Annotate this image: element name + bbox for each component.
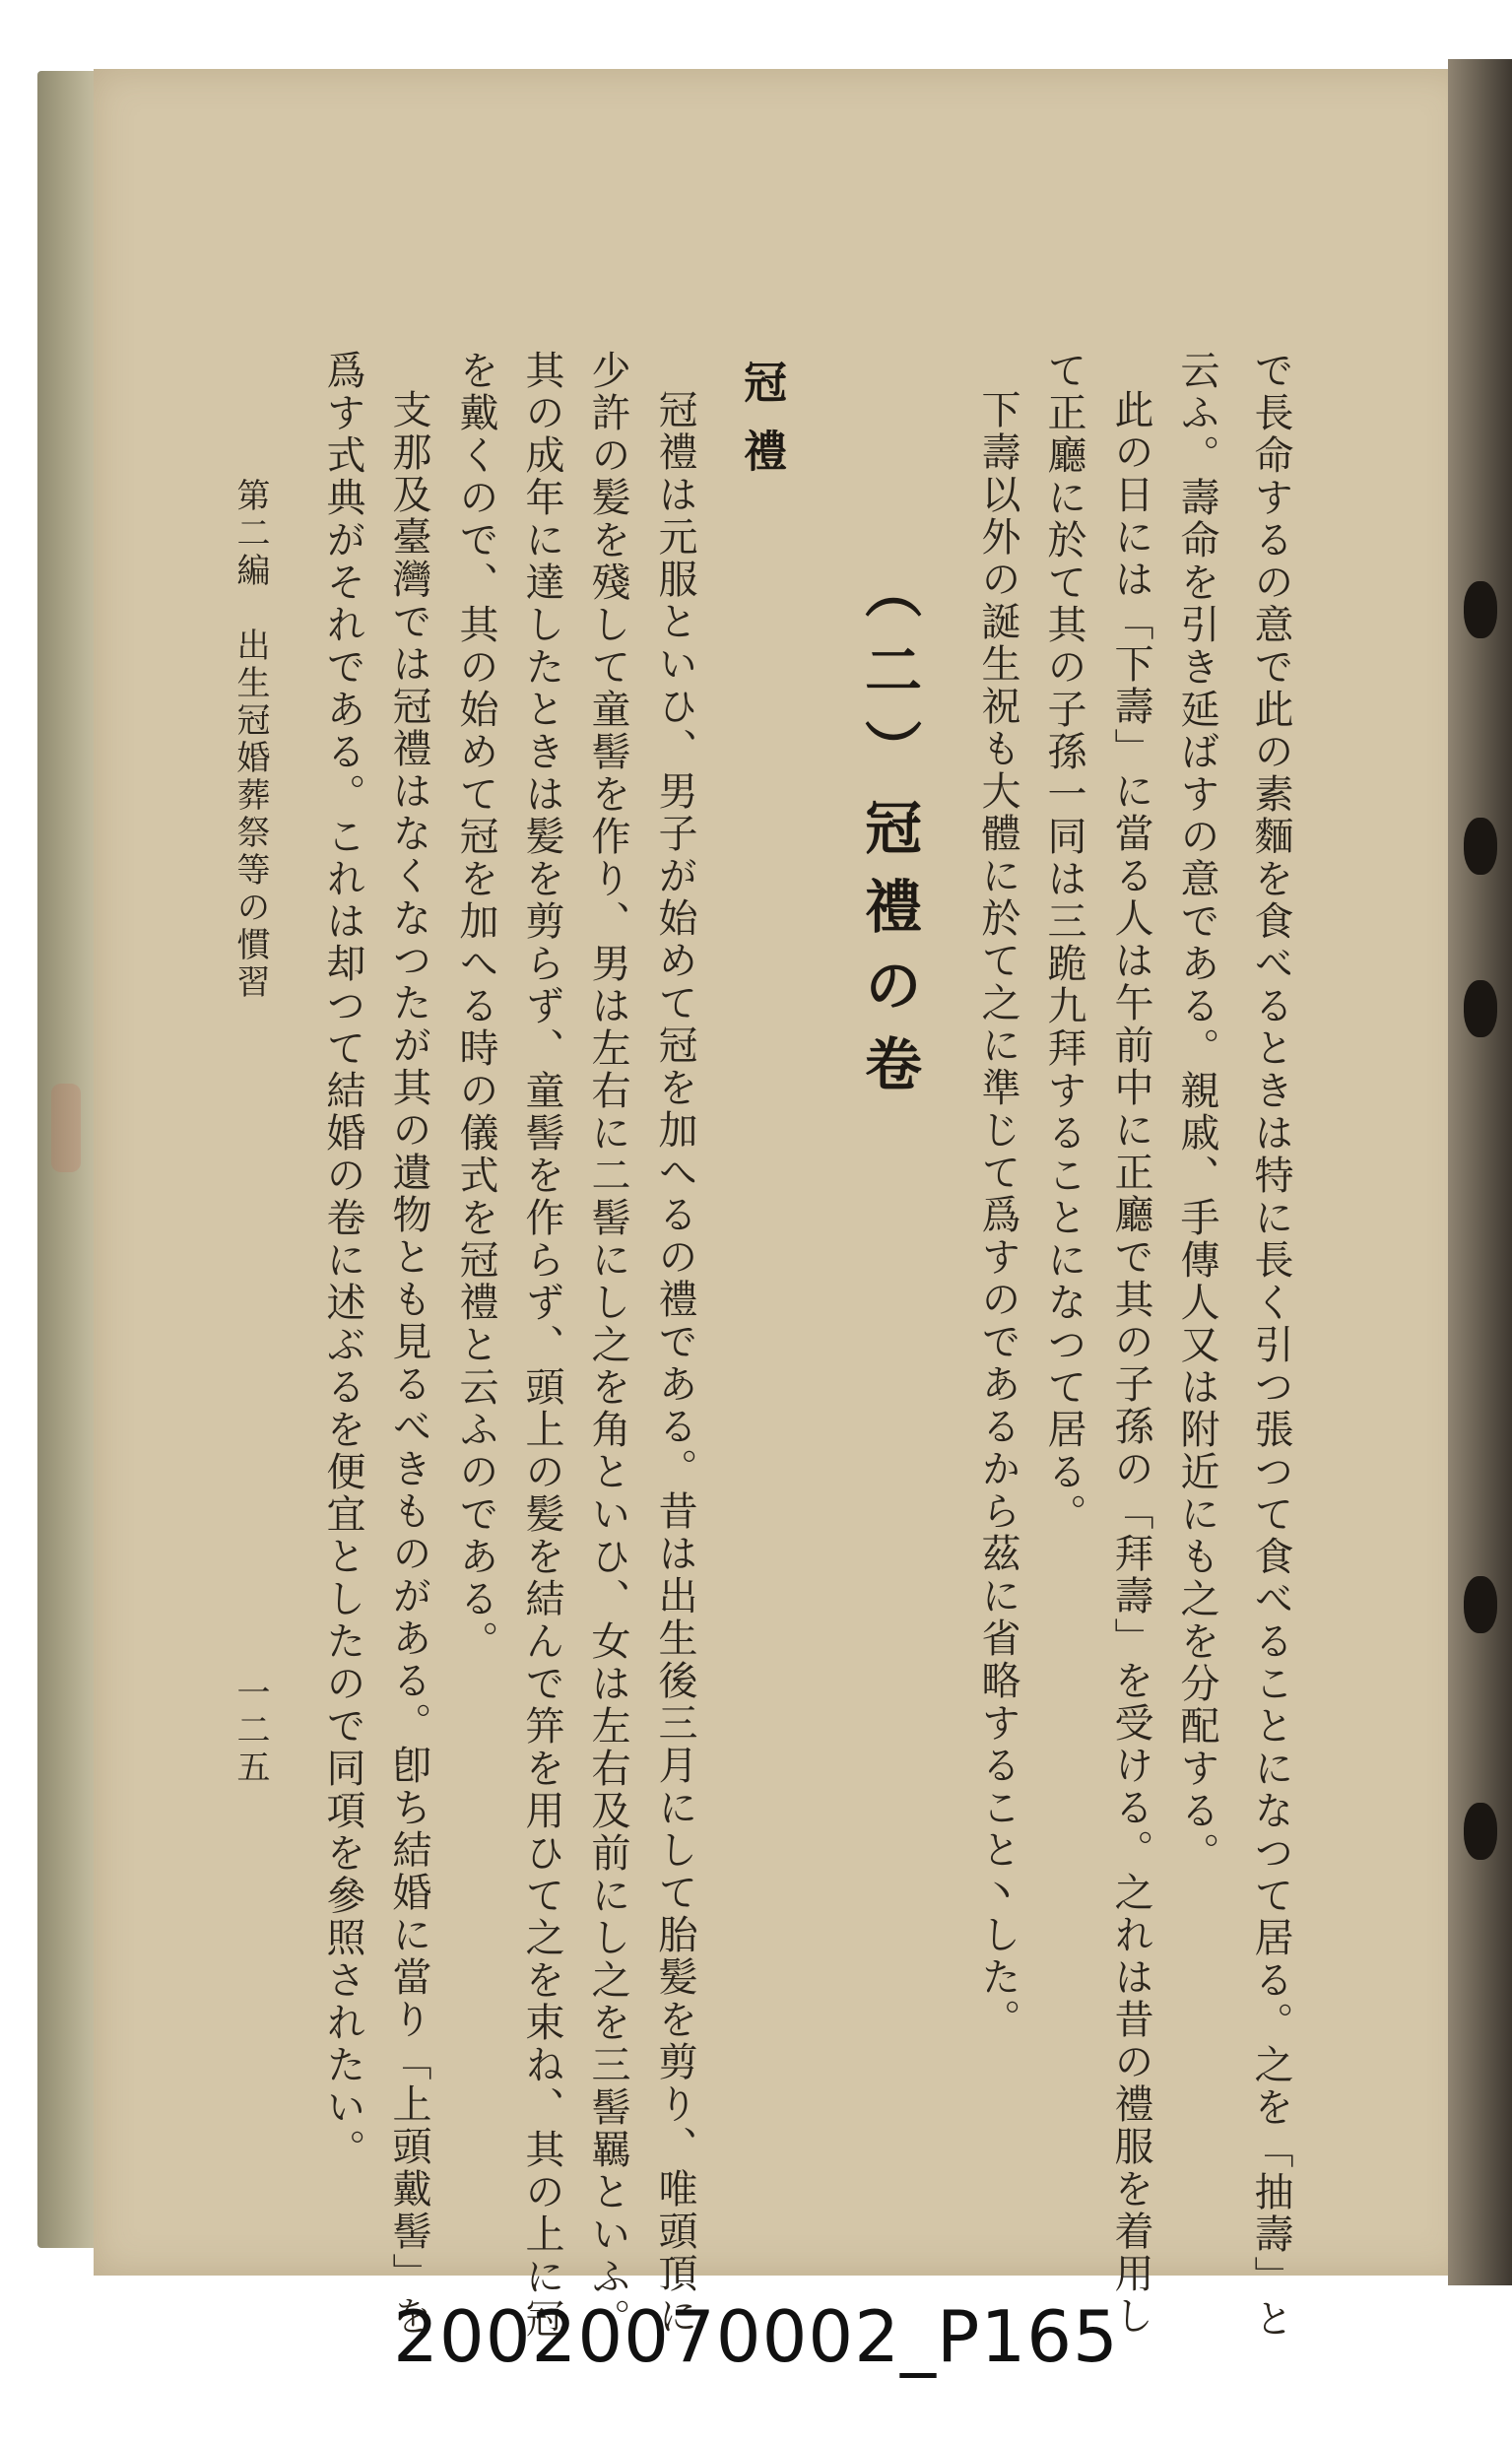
book-binding: [1448, 59, 1512, 2285]
binding-hole: [1464, 818, 1497, 875]
text-column: 冠禮は元服といひ、男子が始めて冠を加へるの禮である。昔は出生後三月にして胎髪を剪り、唯頭頂に: [652, 389, 697, 2338]
chapter-heading: （二）冠禮の卷: [855, 561, 922, 1113]
text-column: 下壽以外の誕生祝も大體に於て之に準じて爲すのであるから茲に省略すること丶した。: [975, 389, 1020, 2041]
binding-hole: [1464, 1576, 1497, 1633]
image-caption: 20020070002_P165: [393, 2295, 1119, 2378]
text-column: 其の成年に達したときは髪を剪らず、童髻を作らず、頭上の髪を結んで笄を用ひて之を束ね、其の上に冠: [519, 350, 564, 2341]
text-column: 此の日には「下壽」に當る人は午前中に正廳で其の子孫の「拜壽」を受ける。之れは昔の禮服を着用し: [1108, 389, 1153, 2338]
paper-stain: [51, 1084, 81, 1172]
text-column: 爲す式典がそれである。これは却つて結婚の卷に述ぶるを便宜としたので同項を參照されたい。: [320, 350, 365, 2171]
footer-title: 第二編 出生冠婚葬祭等の慣習: [230, 478, 270, 1002]
section-heading: 冠禮: [736, 360, 786, 497]
text-column: を戴くので、其の始めて冠を加へる時の儀式を冠禮と云ふのである。: [453, 350, 498, 1663]
binding-hole: [1464, 581, 1497, 638]
binding-hole: [1464, 1803, 1497, 1860]
text-column: で長命するの意で此の素麵を食べるときは特に長く引つ張つて食べることになつて居る。之を「抽壽」と: [1248, 350, 1293, 2341]
text-column: て正廳に於て其の子孫一同は三跪九拜することになつて居る。: [1041, 350, 1086, 1536]
binding-hole: [1464, 980, 1497, 1037]
text-column: 少許の髪を殘して童髻を作り、男は左右に二髻にし之を角といひ、女は左右及前にし之を三髻羈といふ。: [585, 350, 630, 2341]
page-number: 一二五: [230, 1675, 270, 1787]
text-column: 支那及臺灣では冠禮はなくなつたが其の遺物とも見るべきものがある。卽ち結婚に當り「上頭戴髻」を: [386, 389, 431, 2338]
text-column: 云ふ。壽命を引き延ばすの意である。親戚、手傳人又は附近にも之を分配する。: [1174, 350, 1219, 1875]
